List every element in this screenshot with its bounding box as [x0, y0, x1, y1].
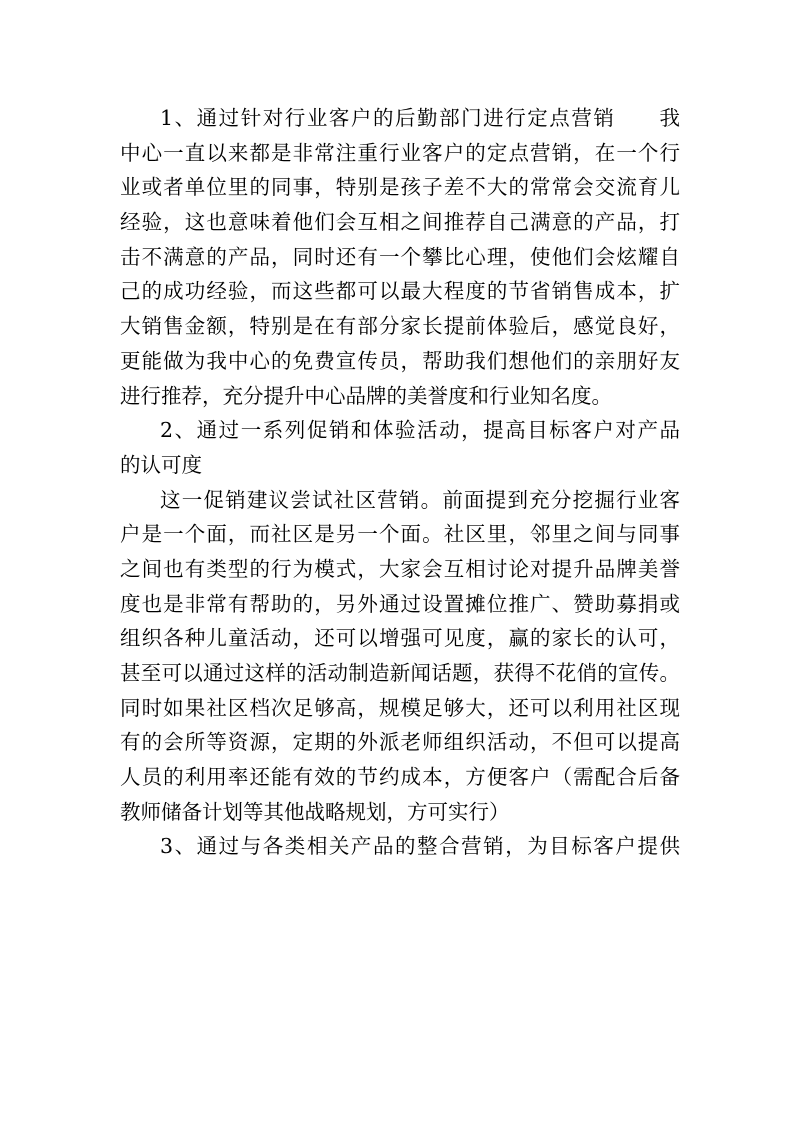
document-body [120, 101, 680, 864]
paragraph-line: 己的成功经验，而这些都可以最大程度的节省销售成本，扩 [120, 279, 680, 304]
paragraph-line: 进行推荐，充分提升中心品牌的美誉度和行业知名度。 [120, 383, 612, 408]
paragraph-line: 1、通过针对行业客户的后勤部门进行定点营销 我 [160, 106, 680, 130]
paragraph-line: 击不满意的产品，同时还有一个攀比心理，使他们会炫耀自 [120, 244, 680, 269]
paragraph-line: 业或者单位里的同事，特别是孩子差不大的常常会交流育儿 [120, 175, 680, 200]
paragraph-line: 甚至可以通过这样的活动制造新闻话题，获得不花俏的宣传。 [120, 661, 680, 685]
paragraph-line: 更能做为我中心的免费宣传员，帮助我们想他们的亲朋好友 [120, 348, 680, 373]
paragraph-line: 户是一个面，而社区是另一个面。社区里，邻里之间与同事 [120, 522, 680, 547]
paragraph-line: 人员的利用率还能有效的节约成本，方便客户（需配合后备 [120, 765, 680, 790]
paragraph-line: 有的会所等资源，定期的外派老师组织活动，不但可以提高 [120, 730, 680, 755]
paragraph-line: 同时如果社区档次足够高，规模足够大，还可以利用社区现 [120, 695, 680, 720]
paragraph-line: 这一促销建议尝试社区营销。前面提到充分挖掘行业客 [160, 487, 680, 512]
paragraph-line: 组织各种儿童活动，还可以增强可见度，赢的家长的认可， [120, 626, 680, 651]
section-heading-line: 2、通过一系列促销和体验活动，提高目标客户对产品 [160, 418, 680, 443]
section-heading-line: 3、通过与各类相关产品的整合营销，为目标客户提供 [160, 834, 680, 859]
paragraph-line: 教师储备计划等其他战略规划，方可实行） [120, 799, 510, 824]
paragraph-line: 度也是非常有帮助的，另外通过设置摊位推广、赞助募捐或 [120, 591, 680, 616]
paragraph-line: 中心一直以来都是非常注重行业客户的定点营销，在一个行 [120, 140, 680, 165]
paragraph-line: 经验，这也意味着他们会互相之间推荐自己满意的产品，打 [120, 210, 680, 235]
paragraph-line: 之间也有类型的行为模式，大家会互相讨论对提升品牌美誉 [120, 556, 680, 581]
section-heading-line: 的认可度 [120, 452, 202, 477]
paragraph-line: 大销售金额，特别是在有部分家长提前体验后，感觉良好， [120, 314, 680, 339]
